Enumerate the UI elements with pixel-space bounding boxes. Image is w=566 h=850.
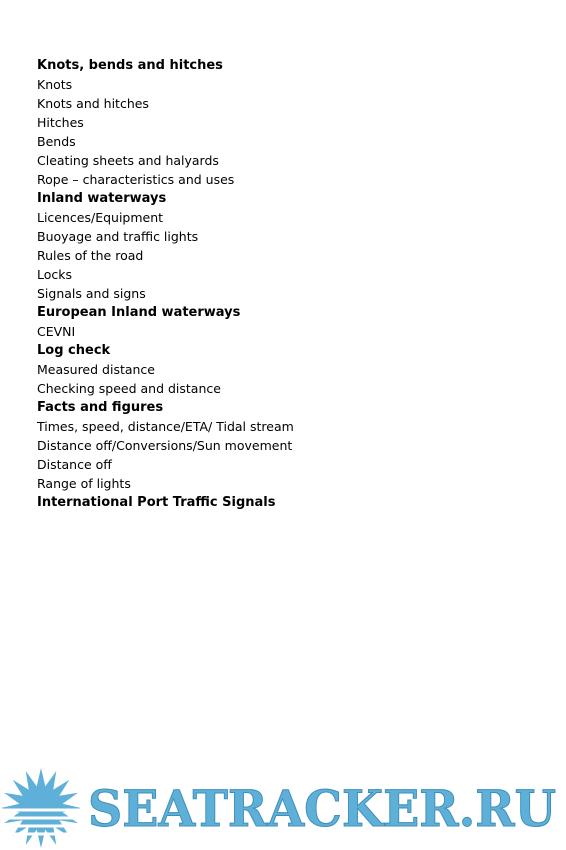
section-item: Licences/Equipment [37, 210, 164, 225]
section-heading: Inland waterways [37, 191, 167, 206]
section-heading: Facts and figures [37, 400, 164, 415]
section-item: Buoyage and traffic lights [37, 229, 199, 244]
section-item: Distance off/Conversions/Sun movement [37, 438, 293, 453]
watermark [0, 766, 566, 850]
section-item: Bends [37, 134, 76, 149]
section-heading: International Port Traffic Signals [37, 495, 276, 510]
section-item: Rope – characteristics and uses [37, 172, 235, 187]
section-item: Knots [37, 77, 73, 92]
section-heading: Log check [37, 343, 111, 358]
section-item: Checking speed and distance [37, 381, 221, 396]
sun-disc [21, 788, 61, 828]
section-item: Times, speed, distance/ETA/ Tidal stream [37, 419, 294, 434]
watermark-graphic [0, 766, 566, 850]
section-item: Measured distance [37, 362, 155, 377]
section-item: Cleating sheets and halyards [37, 153, 219, 168]
section-item: Rules of the road [37, 248, 144, 263]
sun-icon [1, 768, 81, 848]
section-item: Knots and hitches [37, 96, 149, 111]
section-item: Hitches [37, 115, 84, 130]
section-item: CEVNI [37, 324, 76, 339]
section-heading: Knots, bends and hitches [37, 58, 223, 73]
section-item: Distance off [37, 457, 112, 472]
section-item: Locks [37, 267, 73, 282]
watermark-text: SEATRACKER.RU [88, 779, 556, 838]
table-of-contents [37, 56, 537, 512]
section-heading: European Inland waterways [37, 305, 241, 320]
section-item: Range of lights [37, 476, 131, 491]
section-item: Signals and signs [37, 286, 146, 301]
